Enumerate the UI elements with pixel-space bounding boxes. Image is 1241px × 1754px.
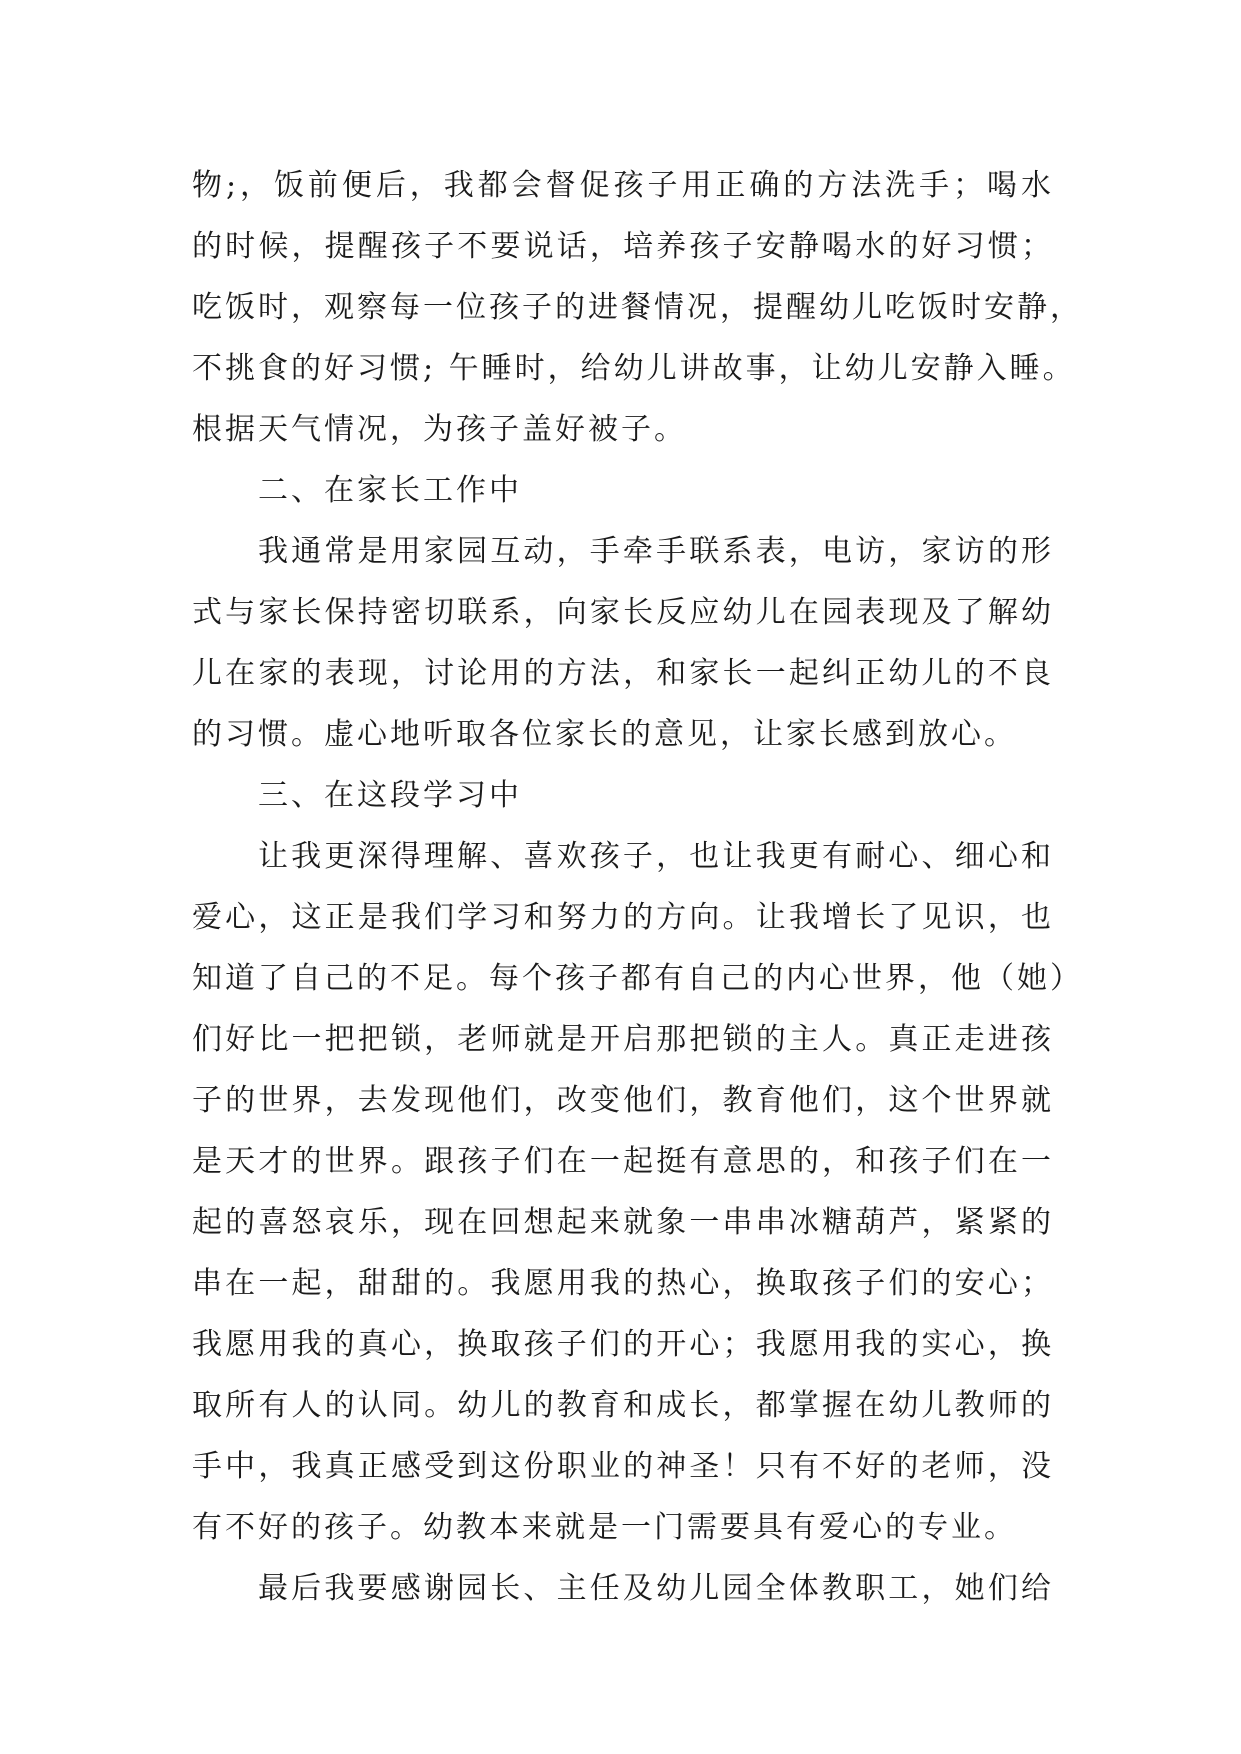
text-line: 是天才的世界。跟孩子们在一起挺有意思的，和孩子们在一 — [192, 1144, 1054, 1179]
text-line: 爱心，这正是我们学习和努力的方向。让我增长了见识，也 — [192, 900, 1054, 935]
text-line: 的时候，提醒孩子不要说话，培养孩子安静喝水的好习惯； — [192, 229, 1054, 264]
text-line: 取所有人的认同。幼儿的教育和成长，都掌握在幼儿教师的 — [192, 1388, 1054, 1423]
text-line: 二、在家长工作中 — [258, 473, 522, 508]
text-line: 根据天气情况，为孩子盖好被子。 — [192, 412, 687, 447]
text-line: 知道了自己的不足。每个孩子都有自己的内心世界，他（她） — [192, 961, 1083, 996]
text-line: 式与家长保持密切联系，向家长反应幼儿在园表现及了解幼 — [192, 595, 1054, 630]
text-line: 让我更深得理解、喜欢孩子，也让我更有耐心、细心和 — [258, 839, 1054, 874]
document-body — [192, 155, 1083, 1619]
text-line: 有不好的孩子。幼教本来就是一门需要具有爱心的专业。 — [192, 1510, 1017, 1545]
text-line: 吃饭时，观察每一位孩子的进餐情况，提醒幼儿吃饭时安静， — [192, 290, 1083, 325]
text-line: 物;，饭前便后，我都会督促孩子用正确的方法洗手；喝水 — [192, 168, 1054, 203]
text-line: 三、在这段学习中 — [258, 778, 522, 813]
text-line: 子的世界，去发现他们，改变他们，教育他们，这个世界就 — [192, 1083, 1054, 1118]
text-line: 串在一起，甜甜的。我愿用我的热心，换取孩子们的安心； — [192, 1266, 1054, 1301]
text-line: 最后我要感谢园长、主任及幼儿园全体教职工，她们给 — [258, 1571, 1054, 1606]
text-line: 的习惯。虚心地听取各位家长的意见，让家长感到放心。 — [192, 717, 1017, 752]
text-line: 我愿用我的真心，换取孩子们的开心；我愿用我的实心，换 — [192, 1327, 1054, 1362]
text-line: 儿在家的表现，讨论用的方法，和家长一起纠正幼儿的不良 — [192, 656, 1054, 691]
text-line: 不挑食的好习惯; 午睡时，给幼儿讲故事，让幼儿安静入睡。 — [192, 351, 1076, 386]
text-line: 们好比一把把锁，老师就是开启那把锁的主人。真正走进孩 — [192, 1022, 1054, 1057]
text-line: 起的喜怒哀乐，现在回想起来就象一串串冰糖葫芦，紧紧的 — [192, 1205, 1054, 1240]
text-line: 我通常是用家园互动，手牵手联系表，电访，家访的形 — [258, 534, 1054, 569]
text-line: 手中，我真正感受到这份职业的神圣！只有不好的老师，没 — [192, 1449, 1054, 1484]
